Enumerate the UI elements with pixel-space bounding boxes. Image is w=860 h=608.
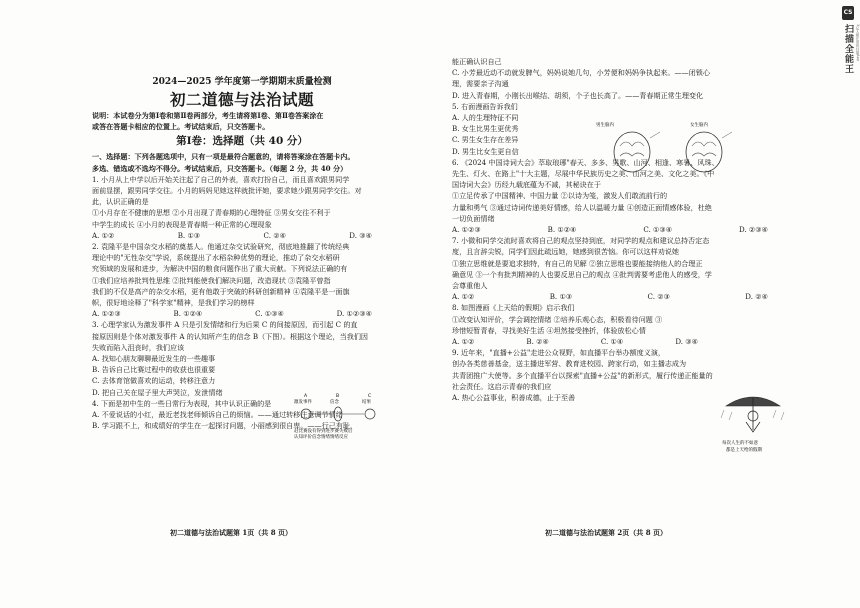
option: C. ②④ — [263, 230, 286, 240]
options-row — [92, 230, 392, 241]
question-line: 确意见 ③一个有批判精神的人也要反思自己的观点 ④批判需要考虑他人的感受，学 — [452, 269, 712, 279]
option: C. ①③④ — [255, 309, 284, 319]
question-line: 7. 小微和同学交流时喜欢将自己的观点坚持到底，对同学的观点和建议总持否定态 — [452, 236, 710, 246]
option: A. ①② — [452, 292, 475, 302]
instructions-line: 或答在答题卡相应的位置上。考试结束后，只交答题卡。 — [92, 122, 270, 132]
question-line: 国诗词大会》历经九载底蕴为不减，其秘诀在于 — [452, 180, 601, 190]
question-line: C. 男生女生存在差异 — [452, 135, 519, 145]
diagram-label-a: A — [304, 394, 308, 399]
question-line: 先生、灯火、在路上"十大主题，尽展中华民族历史之美、山河之美、文化之美。《中 — [452, 169, 715, 179]
pointer-line — [722, 132, 732, 138]
question-line: C. 去体育馆做喜欢的运动，转移注意力 — [92, 376, 216, 386]
result-face-icon — [365, 409, 375, 419]
question-line: 8. 如图漫画《上天给的假期》启示我们 — [452, 303, 575, 313]
question-line: 2. 袁隆平是中国杂交水稻的奠基人。他通过杂交试验研究，彻底地推翻了传统经典 — [92, 242, 350, 252]
option: C. ②③ — [647, 292, 670, 302]
text-line: 多选、错选或不选均不得分。考试结束后，只交答题卡。（每题 2 分，共 40 分） — [92, 163, 348, 173]
question-line: A. 不爱说话的小红，最近老找老师倾诉自己的烦恼。——通过转移注意调节情绪 — [92, 410, 343, 420]
brain-cartoon — [592, 118, 742, 180]
option: C. ①④ — [600, 337, 624, 347]
options-row — [452, 224, 788, 235]
option: B. ①③ — [549, 292, 573, 302]
option: D. ①②③④ — [336, 309, 372, 319]
page-footer: 初二道德与法治试题第 1页（共 8 页） — [170, 528, 293, 537]
question-line: 中学生的成长 ④小月的表现是青春期一种正常的心理现象 — [92, 219, 272, 229]
holiday-cartoon — [716, 386, 790, 456]
question-line: ①立足传承了中国精神、中国力量 ②以诗为笺，激发人们敢流前行的 — [452, 191, 668, 201]
cartoon-caption: 每次人生的不如意 — [722, 441, 758, 446]
text-line: 一、选择题：下列各题选项中，只有一项是最符合题意的，请将答案涂在答题卡内。 — [92, 152, 355, 162]
question-line: 1. 小月从上中学以后开始关注起了自己的外表，喜欢打扮自己，而且喜欢跟男同学 — [92, 174, 350, 184]
option: B. ①②④ — [547, 225, 577, 235]
girl-brain-icon — [692, 142, 716, 156]
camscanner-logo-icon: CS — [842, 6, 854, 20]
question-line: ①改变认知评价，学会调控情绪 ②培养乐观心态，积极看待问题 ③ — [452, 314, 663, 324]
option: A. ①② — [452, 337, 475, 347]
cartoon-label-girls: 女生脑内 — [690, 123, 708, 128]
diagram-label-b: B — [336, 394, 340, 399]
options-row — [452, 336, 788, 347]
question-line: A. 人的生理特征不同 — [452, 113, 519, 123]
question-line: 会尊重他人 — [452, 281, 488, 291]
question-line: A. 找知心朋友聊聊最近发生的一些趣事 — [92, 354, 216, 364]
diagram-label-result: 结果 — [362, 400, 371, 405]
question-line: D. 男生比女生更自信 — [452, 146, 519, 156]
question-line: 3. 心理学家认为激发事件 A 只是引发情绪和行为后果 C 的间接原因，而引起 C 的直 — [92, 320, 358, 330]
watermark-sub: 3亿人都在用的扫描App — [856, 24, 860, 62]
question-line: 9. 近年来，"直播+公益"走进公众视野，如直播平台举办额度义演， — [452, 348, 666, 358]
rain-icon — [721, 410, 784, 420]
question-line: 理论中的"无性杂交"学说，系统提出了水稻杂种优势的理论，推动了杂交水稻研 — [92, 253, 340, 263]
diagram-label-event: 激发事件 — [294, 400, 312, 405]
options-row — [452, 291, 788, 302]
option: A. ①②③ — [452, 225, 481, 235]
page-footer: 初二道德与法治试题第 2页（共 8 页） — [545, 528, 668, 537]
scanner-watermark — [834, 0, 860, 86]
question-line: 创办各类慈善基金，送主播进军营、教育进校园、跨家行动，如主播志成为 — [452, 359, 687, 369]
question-line: 接原因则是个体对激发事件 A 的认知所产生的信念 B（下图）。根据这个理论，当我们因 — [92, 331, 369, 341]
question-line: 5. 右面漫画告诉我们 — [452, 101, 518, 111]
options-row — [92, 308, 392, 319]
option: D. ③④ — [349, 230, 372, 240]
question-line: 究领域的发展和进步，为解决中国的粮食问题作出了重大贡献。下列说法正确的有 — [92, 264, 348, 274]
question-line: 理，需要亲子沟通 — [452, 79, 509, 89]
question-line: B. 告诉自己比赛过程中的收获也很重要 — [92, 365, 216, 375]
question-line: A. 热心公益事业，积善成德，止于至善 — [452, 393, 576, 403]
option: C. ①③④ — [643, 225, 673, 235]
question-line: 帜，很好地诠释了"科学家"精神，是我们学习的榜样 — [92, 298, 255, 308]
instructions-line: 说明：本试卷分为第Ⅰ卷和第Ⅱ卷两部分，考生请将第Ⅰ卷、第Ⅱ卷答案涂在 — [92, 111, 324, 120]
question-line: D. 把自己关在屋子里大声哭泣，发泄情绪 — [92, 387, 223, 397]
abc-theory-diagram — [292, 392, 388, 442]
option: B. ①②④ — [173, 309, 203, 319]
diagram-label-belief: 信念 — [330, 400, 339, 405]
diagram-caption: 赶比赛没有得到进步赛失败后 — [294, 429, 353, 434]
question-line: 珍惜短暂青春，寻找美好生活 ④坦然接受挫折，体验放松心情 — [452, 325, 646, 335]
question-line: 共青团推广大使等。多个直播平台以探索"直播+公益"的新形式，履行传递正能量的 — [452, 370, 713, 380]
question-line: 此，认识正确的是 — [92, 197, 149, 207]
question-line: 6. 《2024 中国诗词大会》萃取琅琊"春天、多多、男歌、山河、相逢、寒暑、风珠、 — [452, 157, 719, 167]
option: B. ①③ — [177, 230, 201, 240]
question-line: 社会责任。这启示青春的我们应 — [452, 381, 552, 391]
exam-title: 初二道德与法治试题 — [169, 90, 314, 109]
pointer-line — [650, 132, 660, 138]
boy-head-icon — [614, 132, 650, 172]
question-line: 力量和勇气 ③通过诗词传递美好情感，给人以温暖力量 ④创造正面情感体验，杜绝 — [452, 202, 712, 212]
question-line: C. 小芳最近动不动就发脾气，妈妈说她几句，小芳便和妈妈争执起来。——闭锁心 — [452, 68, 710, 78]
question-line: ①独立思维就是要追求独特，有自己的见解 ②独立思维也要能接纳他人的合理正 — [452, 258, 703, 268]
option: D. ②④ — [745, 292, 768, 302]
question-line: 能正确认识自己 — [452, 57, 502, 66]
question-line: B. 女生比男生更优秀 — [452, 124, 519, 134]
option: D. ②③④ — [738, 225, 768, 235]
section-heading: 第Ⅰ卷：选择题（共 40 分） — [176, 135, 308, 148]
question-line: B. 学习跟不上，和成绩好的学生在一起探讨问题，小丽感到很自卑。——行己有耻， — [92, 421, 358, 431]
question-line: 我们的不仅是高产的杂交水稻，更有他敢于突破的科研创新精神 ④袁隆平是一面旗 — [92, 286, 350, 296]
girl-head-icon — [686, 132, 722, 172]
watermark-name: 扫描全能王 — [843, 24, 853, 74]
question-line: 4. 下面是初中生的一些日常行为表现，其中认识正确的是 — [92, 398, 272, 408]
diagram-label-c: C — [368, 394, 372, 399]
option: B. ②④ — [526, 337, 549, 347]
question-line: 度，且言辞尖锐，同学们因此疏远她，她感到很苦恼。你可以这样劝说她 — [452, 247, 679, 257]
option: A. ①②③ — [92, 309, 121, 319]
question-line: 面前显摆，跟男同学交往。小月的妈妈见她这样就批评她，要求她少跟男同学交往。对 — [92, 186, 362, 196]
exam-subtitle: 2024—2025 学年度第一学期期末质量检测 — [152, 77, 332, 87]
cartoon-caption: 都是上天给的假期 — [726, 448, 762, 453]
option: D. ③④ — [675, 337, 698, 347]
page-1 — [92, 0, 392, 608]
question-line: 失败而陷入沮丧时，我们应该 — [92, 342, 185, 352]
question-line: ①小月存在不健康的思想 ②小月出现了青春期的心理特征 ③男女交往不利于 — [92, 208, 331, 218]
question-line: D. 进入青春期，小刚长出喉结、胡须，个子也长高了。——青春期正常生理变化 — [452, 90, 704, 100]
belief-head-icon — [334, 407, 342, 421]
boy-brain-icon — [620, 142, 644, 156]
option: A. ①② — [92, 230, 115, 240]
question-line: 一切负面情绪 — [452, 213, 495, 223]
event-face-icon — [301, 409, 311, 419]
cartoon-label-boys: 男生脑内 — [596, 123, 614, 128]
question-line: ①我们应培养批判性思维 ②批判能使我们解决问题，改造现状 ③袁隆平曾指 — [92, 275, 331, 285]
diagram-caption: 认知评价信念情绪情绪反应 — [294, 435, 348, 440]
